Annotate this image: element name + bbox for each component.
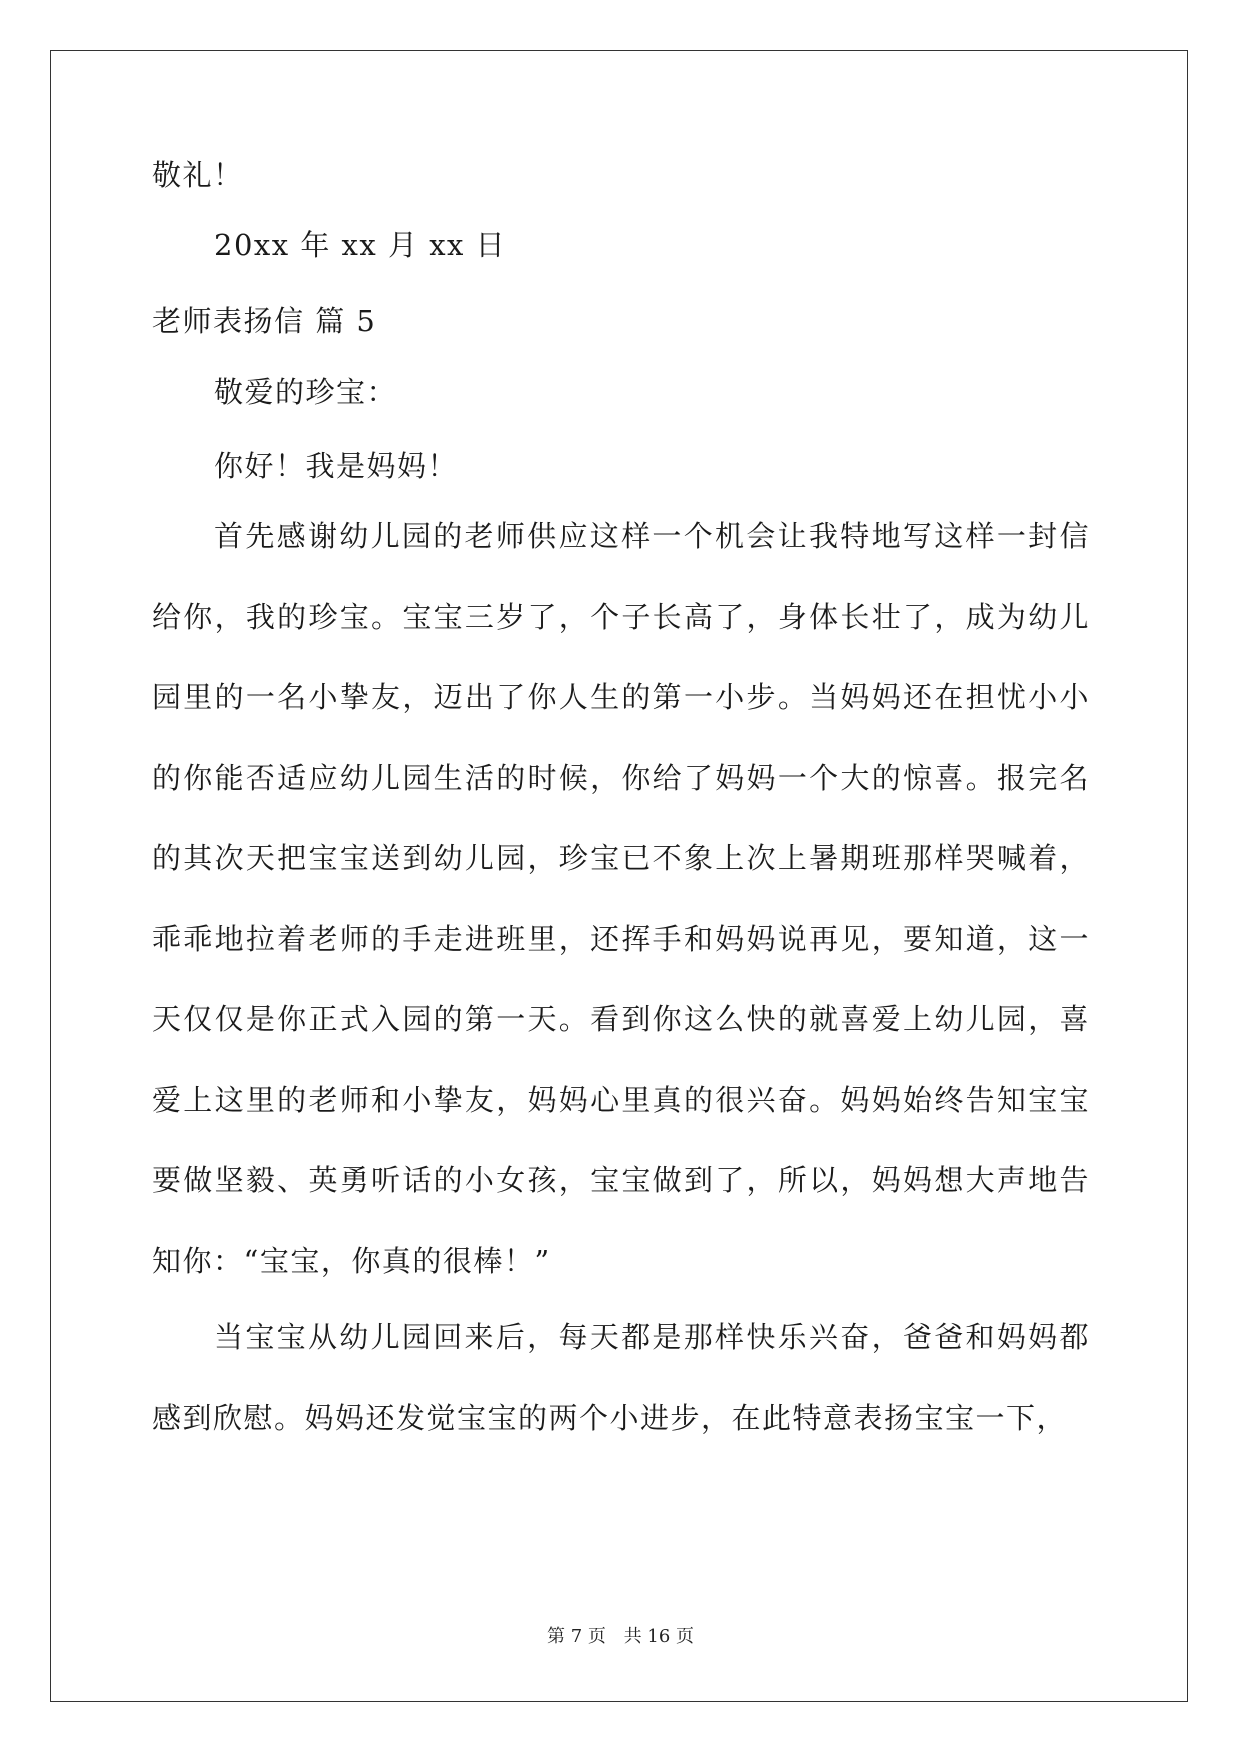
closing-text: 敬礼！ (152, 158, 244, 192)
letter-date: 20xx 年 xx 月 xx 日 (214, 228, 507, 262)
body-paragraph: 首先感谢幼儿园的老师供应这样一个机会让我特地写这样一封信给你，我的珍宝。宝宝三岁了，个子长高了，身体长壮了，成为幼儿园里的一名小挚友，迈出了你人生的第一小步。当妈妈还在担忧小小的你能否适应幼儿园生活的时候，你给了妈妈一个大的惊喜。报完名的其次天把宝宝送到幼儿园，珍宝已不象上次上暑期班那样哭喊着，乖乖地拉着老师的手走进班里，还挥手和妈妈说再见，要知道，这一天仅仅是你正式入园的第一天。看到你这么快的就喜爱上幼儿园，喜爱上这里的老师和小挚友，妈妈心里真的很兴奋。妈妈始终告知宝宝要做坚毅、英勇听话的小女孩，宝宝做到了，所以，妈妈想大声地告知你：“宝宝，你真的很棒！” (152, 519, 1090, 1278)
body-paragraph: 当宝宝从幼儿园回来后，每天都是那样快乐兴奋，爸爸和妈妈都感到欣慰。妈妈还发觉宝宝的两个小进步，在此特意表扬宝宝一下， (152, 1320, 1090, 1435)
section-title: 老师表扬信 篇 5 (152, 304, 377, 338)
page-total: 共 16 页 (623, 1626, 694, 1647)
page-number: 第 7 页 (547, 1626, 606, 1647)
page-footer (0, 1622, 1241, 1648)
greeting: 你好！我是妈妈！ (214, 449, 459, 483)
salutation: 敬爱的珍宝： (214, 375, 398, 409)
